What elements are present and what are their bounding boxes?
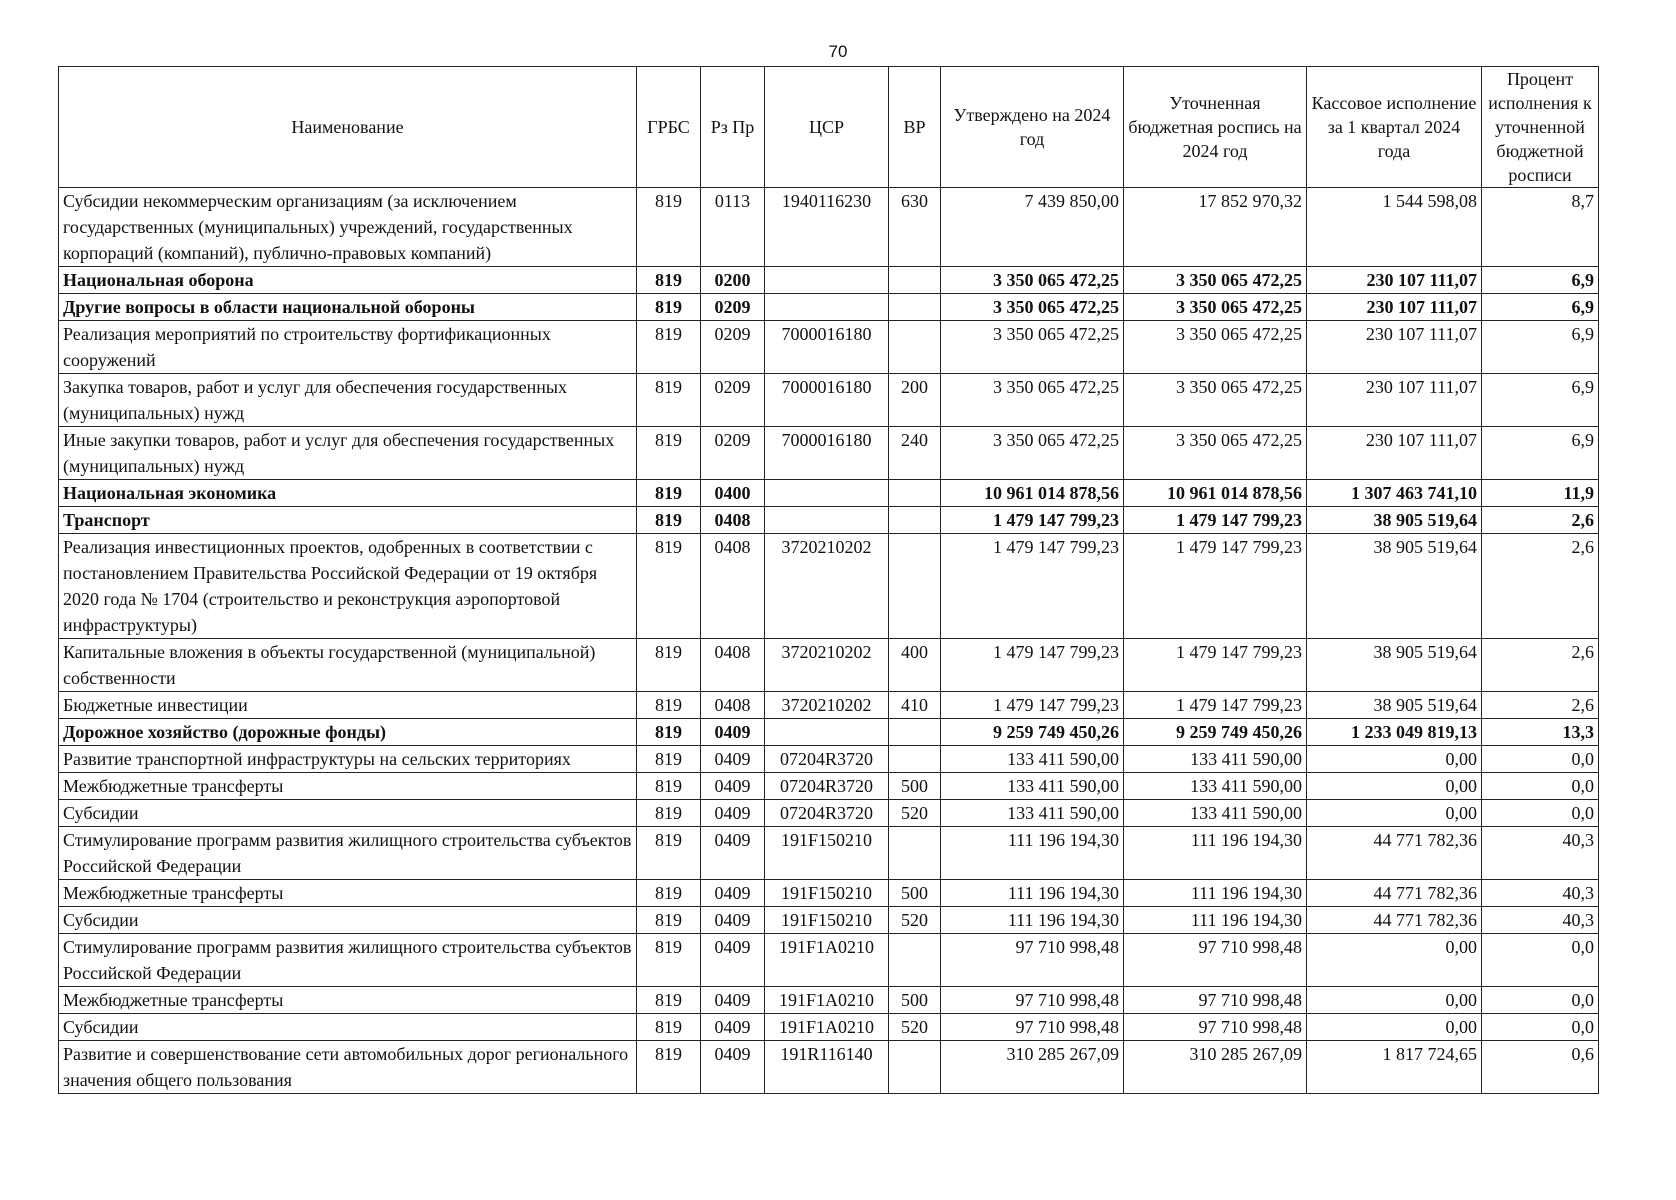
cell-approved: 1 479 147 799,23 [941, 534, 1124, 639]
cell-vr: 240 [889, 427, 941, 480]
cell-grbs: 819 [637, 267, 701, 294]
cell-csr [765, 507, 889, 534]
cell-name: Субсидии некоммерческим организациям (за исключением государственных (муниципальных) учреждений, государственных корпораций (компаний), публично-правовых компаний) [59, 188, 637, 267]
cell-rzpr: 0209 [701, 321, 765, 374]
cell-cash: 0,00 [1307, 800, 1482, 827]
cell-csr: 07204R3720 [765, 800, 889, 827]
cell-percent: 6,9 [1482, 321, 1599, 374]
cell-grbs: 819 [637, 507, 701, 534]
cell-name: Субсидии [59, 1014, 637, 1041]
cell-refined: 3 350 065 472,25 [1124, 427, 1307, 480]
cell-approved: 3 350 065 472,25 [941, 321, 1124, 374]
cell-vr: 200 [889, 374, 941, 427]
cell-csr [765, 294, 889, 321]
table-row [59, 907, 1599, 934]
cell-approved: 111 196 194,30 [941, 907, 1124, 934]
cell-csr: 191F1A0210 [765, 1014, 889, 1041]
cell-name: Субсидии [59, 800, 637, 827]
cell-rzpr: 0408 [701, 534, 765, 639]
cell-rzpr: 0409 [701, 746, 765, 773]
header-approved: Утверждено на 2024 год [941, 67, 1124, 188]
cell-refined: 3 350 065 472,25 [1124, 267, 1307, 294]
cell-vr: 520 [889, 1014, 941, 1041]
cell-name: Реализация мероприятий по строительству фортификационных сооружений [59, 321, 637, 374]
cell-name: Дорожное хозяйство (дорожные фонды) [59, 719, 637, 746]
cell-approved: 3 350 065 472,25 [941, 427, 1124, 480]
cell-cash: 44 771 782,36 [1307, 827, 1482, 880]
cell-vr [889, 267, 941, 294]
cell-vr [889, 294, 941, 321]
cell-refined: 133 411 590,00 [1124, 746, 1307, 773]
cell-grbs: 819 [637, 827, 701, 880]
cell-grbs: 819 [637, 880, 701, 907]
cell-cash: 0,00 [1307, 934, 1482, 987]
cell-approved: 1 479 147 799,23 [941, 507, 1124, 534]
cell-approved: 133 411 590,00 [941, 773, 1124, 800]
cell-csr: 3720210202 [765, 692, 889, 719]
cell-vr: 500 [889, 987, 941, 1014]
cell-vr: 400 [889, 639, 941, 692]
header-csr: ЦСР [765, 67, 889, 188]
cell-cash: 0,00 [1307, 987, 1482, 1014]
table-row [59, 746, 1599, 773]
cell-approved: 9 259 749 450,26 [941, 719, 1124, 746]
cell-approved: 133 411 590,00 [941, 800, 1124, 827]
cell-rzpr: 0409 [701, 1014, 765, 1041]
header-percent: Процент исполнения к уточненной бюджетной росписи [1482, 67, 1599, 188]
table-row [59, 800, 1599, 827]
page-number: 70 [828, 42, 848, 61]
cell-grbs: 819 [637, 480, 701, 507]
cell-approved: 97 710 998,48 [941, 1014, 1124, 1041]
cell-grbs: 819 [637, 427, 701, 480]
cell-csr [765, 480, 889, 507]
cell-name: Капитальные вложения в объекты государственной (муниципальной) собственности [59, 639, 637, 692]
cell-csr: 191F150210 [765, 880, 889, 907]
cell-cash: 38 905 519,64 [1307, 534, 1482, 639]
cell-grbs: 819 [637, 746, 701, 773]
cell-grbs: 819 [637, 321, 701, 374]
cell-name: Межбюджетные трансферты [59, 773, 637, 800]
cell-refined: 310 285 267,09 [1124, 1041, 1307, 1094]
cell-grbs: 819 [637, 987, 701, 1014]
table-row [59, 374, 1599, 427]
cell-rzpr: 0408 [701, 507, 765, 534]
cell-rzpr: 0209 [701, 294, 765, 321]
cell-name: Развитие и совершенствование сети автомобильных дорог регионального значения общего пользования [59, 1041, 637, 1094]
cell-cash: 38 905 519,64 [1307, 639, 1482, 692]
table-row [59, 1014, 1599, 1041]
table-row [59, 1041, 1599, 1094]
cell-rzpr: 0409 [701, 987, 765, 1014]
cell-refined: 97 710 998,48 [1124, 934, 1307, 987]
cell-grbs: 819 [637, 294, 701, 321]
cell-approved: 310 285 267,09 [941, 1041, 1124, 1094]
cell-approved: 133 411 590,00 [941, 746, 1124, 773]
cell-vr [889, 480, 941, 507]
table-row [59, 827, 1599, 880]
cell-cash: 230 107 111,07 [1307, 294, 1482, 321]
cell-refined: 97 710 998,48 [1124, 987, 1307, 1014]
table-row [59, 692, 1599, 719]
cell-percent: 2,6 [1482, 534, 1599, 639]
cell-name: Межбюджетные трансферты [59, 880, 637, 907]
cell-vr [889, 719, 941, 746]
header-cash: Кассовое исполнение за 1 квартал 2024 года [1307, 67, 1482, 188]
cell-percent: 2,6 [1482, 692, 1599, 719]
cell-approved: 7 439 850,00 [941, 188, 1124, 267]
cell-refined: 133 411 590,00 [1124, 800, 1307, 827]
cell-grbs: 819 [637, 934, 701, 987]
cell-rzpr: 0409 [701, 880, 765, 907]
cell-cash: 1 544 598,08 [1307, 188, 1482, 267]
cell-approved: 1 479 147 799,23 [941, 692, 1124, 719]
cell-vr: 500 [889, 880, 941, 907]
cell-percent: 40,3 [1482, 827, 1599, 880]
cell-percent: 6,9 [1482, 294, 1599, 321]
cell-refined: 133 411 590,00 [1124, 773, 1307, 800]
cell-csr: 7000016180 [765, 374, 889, 427]
cell-name: Иные закупки товаров, работ и услуг для обеспечения государственных (муниципальных) нужд [59, 427, 637, 480]
table-row [59, 507, 1599, 534]
cell-grbs: 819 [637, 719, 701, 746]
cell-rzpr: 0209 [701, 374, 765, 427]
cell-rzpr: 0409 [701, 800, 765, 827]
cell-name: Субсидии [59, 907, 637, 934]
header-refined: Уточненная бюджетная роспись на 2024 год [1124, 67, 1307, 188]
cell-csr [765, 719, 889, 746]
cell-csr: 7000016180 [765, 321, 889, 374]
table-row [59, 188, 1599, 267]
cell-cash: 38 905 519,64 [1307, 692, 1482, 719]
cell-vr [889, 321, 941, 374]
header-grbs: ГРБС [637, 67, 701, 188]
cell-rzpr: 0408 [701, 692, 765, 719]
cell-vr: 500 [889, 773, 941, 800]
table-row [59, 534, 1599, 639]
cell-refined: 9 259 749 450,26 [1124, 719, 1307, 746]
cell-rzpr: 0409 [701, 1041, 765, 1094]
table-row [59, 934, 1599, 987]
cell-cash: 1 233 049 819,13 [1307, 719, 1482, 746]
cell-refined: 1 479 147 799,23 [1124, 692, 1307, 719]
cell-csr: 3720210202 [765, 534, 889, 639]
cell-cash: 1 817 724,65 [1307, 1041, 1482, 1094]
header-name: Наименование [59, 67, 637, 188]
cell-grbs: 819 [637, 534, 701, 639]
cell-rzpr: 0409 [701, 827, 765, 880]
table-row [59, 773, 1599, 800]
cell-csr: 191F150210 [765, 907, 889, 934]
table-row [59, 987, 1599, 1014]
cell-percent: 0,0 [1482, 1014, 1599, 1041]
cell-rzpr: 0200 [701, 267, 765, 294]
cell-vr [889, 534, 941, 639]
table-body [59, 188, 1599, 1094]
cell-refined: 3 350 065 472,25 [1124, 321, 1307, 374]
cell-percent: 13,3 [1482, 719, 1599, 746]
cell-vr: 630 [889, 188, 941, 267]
cell-refined: 97 710 998,48 [1124, 1014, 1307, 1041]
cell-percent: 2,6 [1482, 507, 1599, 534]
cell-percent: 6,9 [1482, 267, 1599, 294]
cell-refined: 1 479 147 799,23 [1124, 639, 1307, 692]
cell-grbs: 819 [637, 907, 701, 934]
cell-csr: 191F1A0210 [765, 987, 889, 1014]
cell-name: Национальная экономика [59, 480, 637, 507]
cell-refined: 111 196 194,30 [1124, 907, 1307, 934]
cell-name: Национальная оборона [59, 267, 637, 294]
cell-percent: 0,0 [1482, 987, 1599, 1014]
cell-name: Межбюджетные трансферты [59, 987, 637, 1014]
cell-cash: 230 107 111,07 [1307, 321, 1482, 374]
cell-cash: 230 107 111,07 [1307, 427, 1482, 480]
cell-cash: 0,00 [1307, 746, 1482, 773]
cell-rzpr: 0409 [701, 934, 765, 987]
table-row [59, 719, 1599, 746]
cell-percent: 0,0 [1482, 800, 1599, 827]
cell-name: Транспорт [59, 507, 637, 534]
cell-rzpr: 0409 [701, 907, 765, 934]
cell-approved: 111 196 194,30 [941, 827, 1124, 880]
cell-name: Реализация инвестиционных проектов, одобренных в соответствии с постановлением Правительства Российской Федерации от 19 октября 2020 года № 1704 (строительство и реконструкция аэропортовой инфраструктуры) [59, 534, 637, 639]
cell-csr: 07204R3720 [765, 746, 889, 773]
cell-csr: 191F150210 [765, 827, 889, 880]
cell-percent: 6,9 [1482, 374, 1599, 427]
cell-name: Закупка товаров, работ и услуг для обеспечения государственных (муниципальных) нужд [59, 374, 637, 427]
cell-percent: 6,9 [1482, 427, 1599, 480]
cell-refined: 111 196 194,30 [1124, 827, 1307, 880]
cell-grbs: 819 [637, 1041, 701, 1094]
cell-refined: 111 196 194,30 [1124, 880, 1307, 907]
cell-name: Другие вопросы в области национальной обороны [59, 294, 637, 321]
header-rzpr: Рз Пр [701, 67, 765, 188]
cell-cash: 230 107 111,07 [1307, 267, 1482, 294]
cell-name: Бюджетные инвестиции [59, 692, 637, 719]
table-row [59, 880, 1599, 907]
cell-approved: 3 350 065 472,25 [941, 294, 1124, 321]
cell-percent: 0,0 [1482, 773, 1599, 800]
cell-rzpr: 0400 [701, 480, 765, 507]
cell-csr: 07204R3720 [765, 773, 889, 800]
cell-csr: 3720210202 [765, 639, 889, 692]
cell-approved: 10 961 014 878,56 [941, 480, 1124, 507]
cell-csr: 7000016180 [765, 427, 889, 480]
cell-cash: 0,00 [1307, 773, 1482, 800]
cell-cash: 38 905 519,64 [1307, 507, 1482, 534]
cell-vr [889, 934, 941, 987]
cell-rzpr: 0409 [701, 719, 765, 746]
cell-cash: 44 771 782,36 [1307, 880, 1482, 907]
header-vr: ВР [889, 67, 941, 188]
cell-grbs: 819 [637, 188, 701, 267]
cell-percent: 40,3 [1482, 880, 1599, 907]
cell-percent: 2,6 [1482, 639, 1599, 692]
cell-approved: 97 710 998,48 [941, 934, 1124, 987]
cell-name: Стимулирование программ развития жилищного строительства субъектов Российской Федерации [59, 934, 637, 987]
cell-refined: 1 479 147 799,23 [1124, 507, 1307, 534]
cell-grbs: 819 [637, 692, 701, 719]
cell-refined: 3 350 065 472,25 [1124, 294, 1307, 321]
cell-csr: 191F1A0210 [765, 934, 889, 987]
cell-percent: 8,7 [1482, 188, 1599, 267]
cell-vr [889, 746, 941, 773]
cell-percent: 0,6 [1482, 1041, 1599, 1094]
cell-approved: 97 710 998,48 [941, 987, 1124, 1014]
cell-cash: 0,00 [1307, 1014, 1482, 1041]
header-row [59, 67, 1599, 188]
table-row [59, 321, 1599, 374]
cell-cash: 44 771 782,36 [1307, 907, 1482, 934]
cell-percent: 0,0 [1482, 746, 1599, 773]
table-row [59, 294, 1599, 321]
budget-table [58, 66, 1599, 1094]
cell-grbs: 819 [637, 1014, 701, 1041]
cell-name: Развитие транспортной инфраструктуры на сельских территориях [59, 746, 637, 773]
cell-approved: 1 479 147 799,23 [941, 639, 1124, 692]
cell-refined: 17 852 970,32 [1124, 188, 1307, 267]
cell-cash: 1 307 463 741,10 [1307, 480, 1482, 507]
cell-vr: 410 [889, 692, 941, 719]
cell-refined: 1 479 147 799,23 [1124, 534, 1307, 639]
cell-csr: 191R116140 [765, 1041, 889, 1094]
cell-cash: 230 107 111,07 [1307, 374, 1482, 427]
cell-rzpr: 0408 [701, 639, 765, 692]
cell-percent: 40,3 [1482, 907, 1599, 934]
cell-rzpr: 0209 [701, 427, 765, 480]
cell-vr [889, 507, 941, 534]
cell-approved: 111 196 194,30 [941, 880, 1124, 907]
cell-grbs: 819 [637, 800, 701, 827]
table-row [59, 639, 1599, 692]
cell-csr [765, 267, 889, 294]
table-row [59, 267, 1599, 294]
cell-refined: 3 350 065 472,25 [1124, 374, 1307, 427]
cell-vr: 520 [889, 907, 941, 934]
cell-grbs: 819 [637, 773, 701, 800]
cell-refined: 10 961 014 878,56 [1124, 480, 1307, 507]
table-row [59, 480, 1599, 507]
cell-rzpr: 0409 [701, 773, 765, 800]
cell-name: Стимулирование программ развития жилищного строительства субъектов Российской Федерации [59, 827, 637, 880]
cell-vr: 520 [889, 800, 941, 827]
cell-grbs: 819 [637, 639, 701, 692]
cell-percent: 11,9 [1482, 480, 1599, 507]
cell-percent: 0,0 [1482, 934, 1599, 987]
table-row [59, 427, 1599, 480]
cell-csr: 1940116230 [765, 188, 889, 267]
cell-vr [889, 1041, 941, 1094]
cell-approved: 3 350 065 472,25 [941, 267, 1124, 294]
cell-vr [889, 827, 941, 880]
cell-rzpr: 0113 [701, 188, 765, 267]
cell-approved: 3 350 065 472,25 [941, 374, 1124, 427]
cell-grbs: 819 [637, 374, 701, 427]
